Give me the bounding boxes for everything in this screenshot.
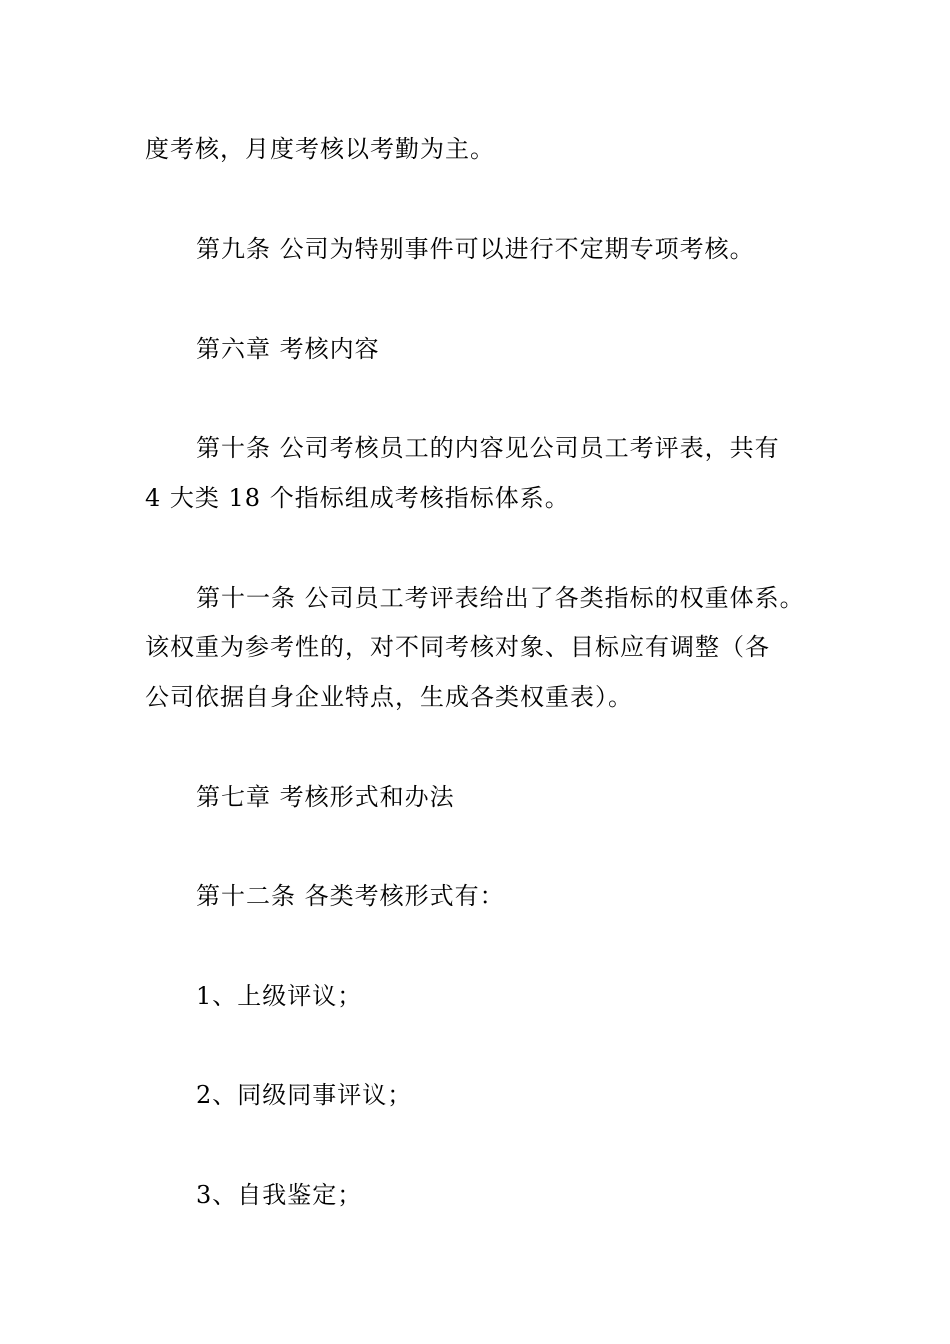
article-9: 第九条 公司为特别事件可以进行不定期专项考核。 xyxy=(196,235,755,263)
list-item-1: 1、上级评议； xyxy=(196,982,363,1010)
chapter-6-heading: 第六章 考核内容 xyxy=(196,335,380,363)
article-11-line-2: 该权重为参考性的，对不同考核对象、目标应有调整（各 xyxy=(145,633,770,661)
article-11-line-1: 第十一条 公司员工考评表给出了各类指标的权重体系。 xyxy=(196,584,805,612)
paragraph-line: 度考核，月度考核以考勤为主。 xyxy=(145,135,495,163)
article-10-line-2: 4 大类 18 个指标组成考核指标体系。 xyxy=(145,484,570,512)
list-item-3: 3、自我鉴定； xyxy=(196,1181,363,1209)
list-item-2: 2、同级同事评议； xyxy=(196,1081,413,1109)
article-11-line-3: 公司依据自身企业特点，生成各类权重表）。 xyxy=(145,683,633,711)
chapter-7-heading: 第七章 考核形式和办法 xyxy=(196,783,455,811)
article-10-line-1: 第十条 公司考核员工的内容见公司员工考评表，共有 xyxy=(196,434,780,462)
article-12: 第十二条 各类考核形式有： xyxy=(196,882,505,910)
